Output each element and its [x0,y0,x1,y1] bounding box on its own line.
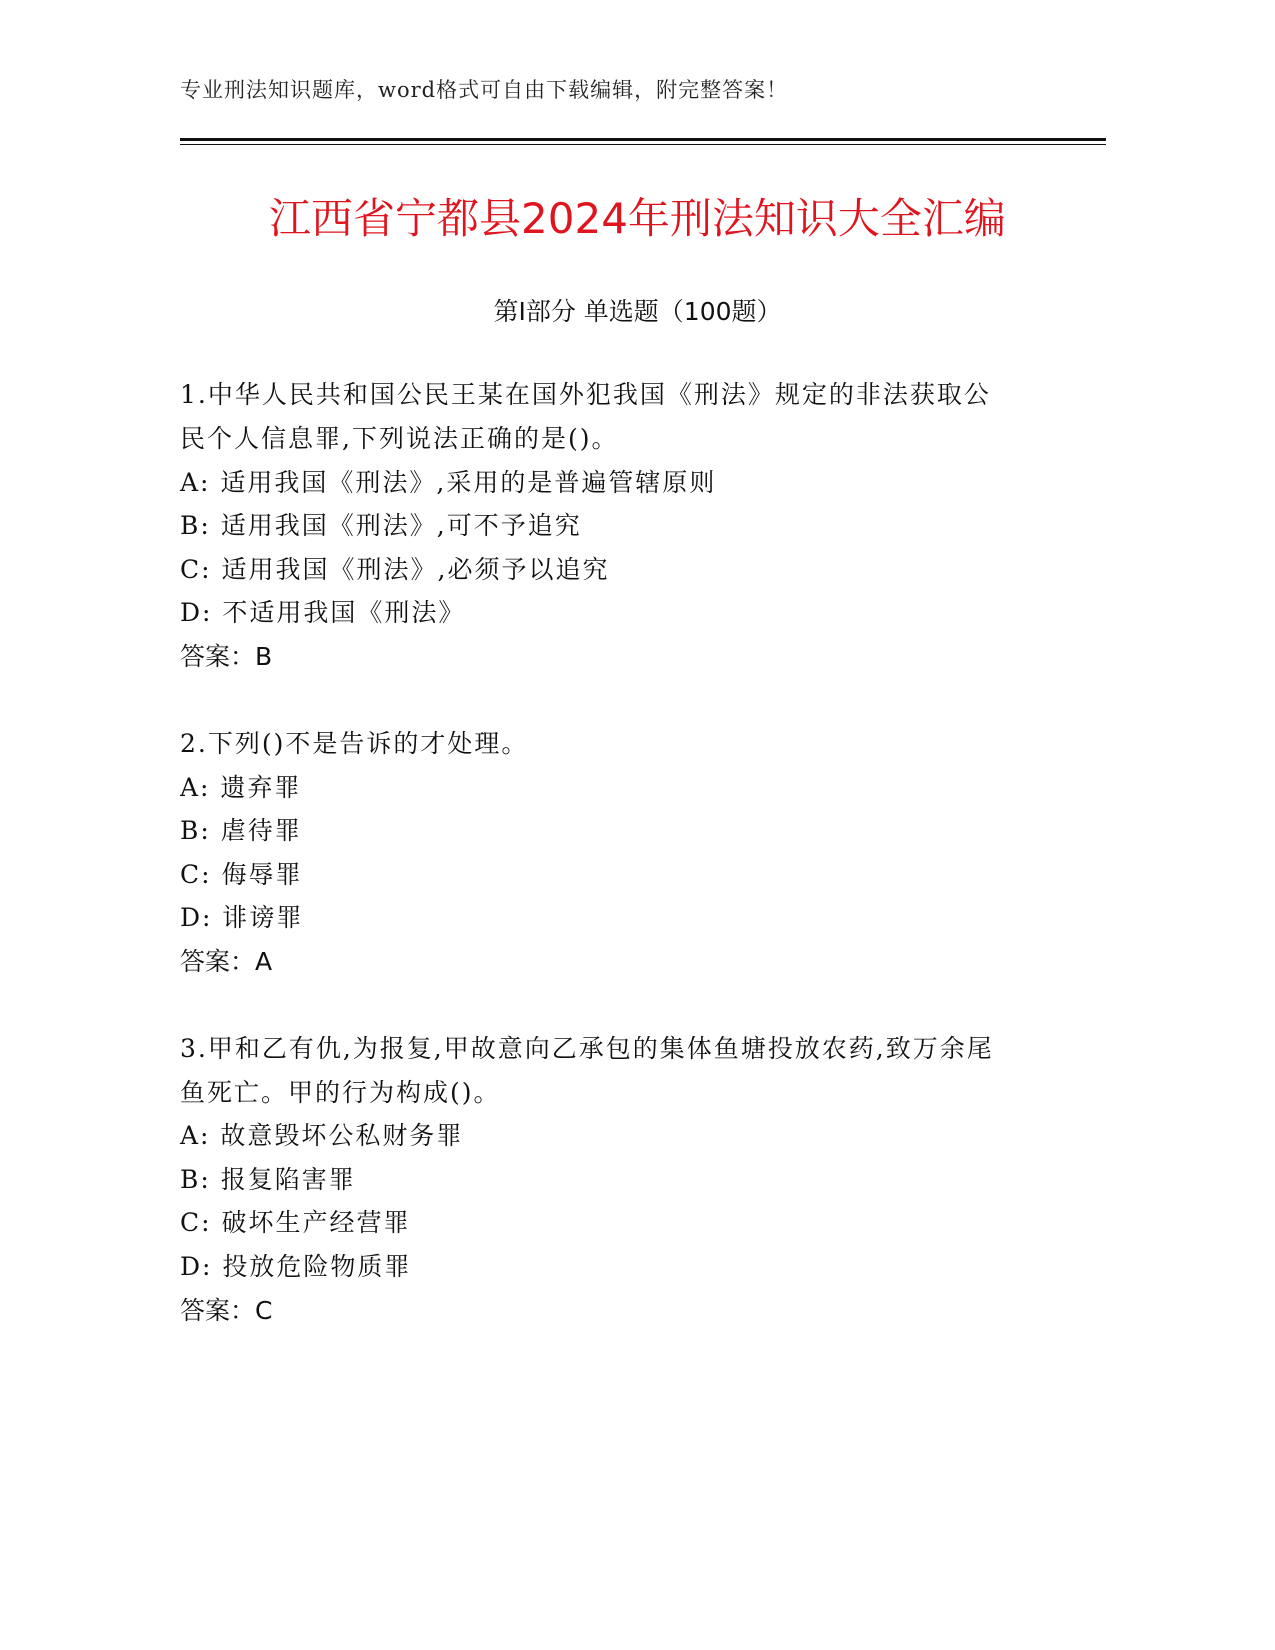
question-1-option-a: A: 适用我国《刑法》,采用的是普遍管辖原则 [180,468,717,497]
question-2-option-a: A: 遗弃罪 [180,773,302,802]
question-3-option-a: A: 故意毁坏公私财务罪 [180,1121,464,1150]
question-1-answer: 答案：B [180,642,273,671]
question-2-answer: 答案：A [180,947,273,976]
question-1-stem-line-2: 民个人信息罪,下列说法正确的是()。 [180,424,619,453]
question-2-stem-line-1: 2.下列()不是告诉的才处理。 [180,729,529,758]
header-note: 专业刑法知识题库，word格式可自由下载编辑，附完整答案！ [180,78,789,102]
question-3-option-c: C: 破坏生产经营罪 [180,1208,411,1237]
question-1-option-b: B: 适用我国《刑法》,可不予追究 [180,511,582,540]
question-1-option-d: D: 不适用我国《刑法》 [180,598,466,627]
question-3-stem-line-2: 鱼死亡。甲的行为构成()。 [180,1078,501,1107]
header-rule-thick [180,138,1106,141]
question-1-option-c: C: 适用我国《刑法》,必须予以追究 [180,555,610,584]
question-2-option-b: B: 虐待罪 [180,816,302,845]
question-3-stem-line-1: 3.甲和乙有仇,为报复,甲故意向乙承包的集体鱼塘投放农药,致万余尾 [180,1034,994,1063]
question-3-option-d: D: 投放危险物质罪 [180,1252,412,1281]
section-title: 第I部分 单选题（100题） [493,297,782,326]
question-2-option-d: D: 诽谤罪 [180,903,304,932]
question-2-option-c: C: 侮辱罪 [180,860,303,889]
question-1-stem-line-1: 1.中华人民共和国公民王某在国外犯我国《刑法》规定的非法获取公 [180,380,991,409]
question-3-answer: 答案：C [180,1296,273,1325]
document-title: 江西省宁都县2024年刑法知识大全汇编 [269,194,1006,243]
header-rule-thin [180,144,1106,145]
question-3-option-b: B: 报复陷害罪 [180,1165,356,1194]
